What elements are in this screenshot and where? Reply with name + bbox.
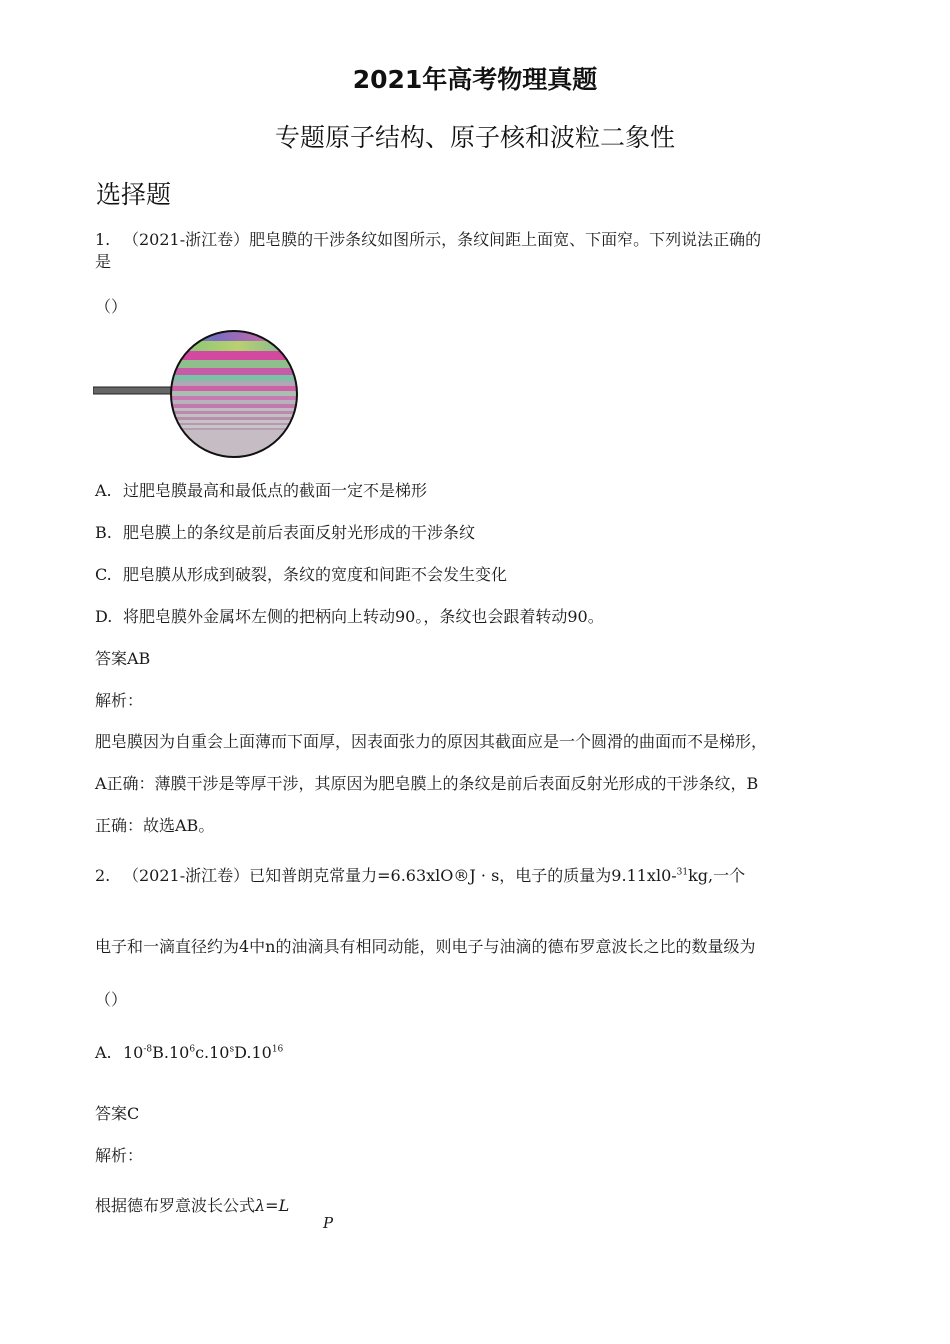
- q1-option-b: B. 肥皂膜上的条纹是前后表面反射光形成的干涉条纹: [95, 523, 476, 542]
- q2-stem-line2: 电子和一滴直径约为4中n的油滴具有相同动能，则电子与油滴的德布罗意波长之比的数量级为: [95, 937, 756, 956]
- q2-answer: 答案C: [95, 1104, 140, 1123]
- q1-stem-line1: （2021-浙江卷）肥皂膜的干涉条纹如图所示，条纹间距上面宽、下面窄。下列说法正确的: [123, 230, 762, 249]
- q1-analysis-line: A正确：薄膜干涉是等厚干涉，其原因为肥皂膜上的条纹是前后表面反射光形成的干涉条纹，B: [95, 774, 759, 793]
- q1-number: 1.: [95, 230, 111, 249]
- document-subtitle: 专题原子结构、原子核和波粒二象性: [274, 123, 675, 152]
- q1-option-d: D. 将肥皂膜外金属坏左侧的把柄向上转动90。，条纹也会跟着转动90。: [95, 607, 604, 626]
- q1-analysis-line: 肥皂膜因为自重会上面薄而下面厚，因表面张力的原因其截面应是一个圆滑的曲面而不是梯形，: [95, 732, 768, 751]
- soap-film-figure: [93, 327, 303, 466]
- q1-option-c: C. 肥皂膜从形成到破裂，条纹的宽度和间距不会发生变化: [95, 565, 508, 584]
- q2-number: 2.: [95, 866, 111, 885]
- q1-answer: 答案AB: [95, 649, 151, 668]
- q1-analysis-label: 解析：: [95, 691, 144, 710]
- q2-analysis-label: 解析：: [95, 1146, 144, 1165]
- q2-blank: （）: [95, 990, 128, 1009]
- q2-formula-line: 根据德布罗意波长公式λ=L: [95, 1196, 290, 1215]
- q2-options: A. $10^{-8}B.10^6c.10^sD.10^{16}$: [95, 1043, 284, 1062]
- q2-stem: 2. （2021-浙江卷）已知普朗克常量力=6.63xlO®J · s，电子的质量为9.11xl0-$^{31}$kg,一个: [95, 866, 746, 885]
- q2-formula-denominator: P: [323, 1214, 334, 1232]
- q1-option-a: A. 过肥皂膜最高和最低点的截面一定不是梯形: [95, 481, 428, 500]
- document-title: 2021年高考物理真题: [352, 65, 598, 94]
- q1-analysis-line: 正确：故选AB。: [95, 816, 215, 835]
- section-heading: 选择题: [96, 180, 172, 209]
- q1-blank: （）: [95, 297, 128, 316]
- q1-stem: [95, 230, 855, 250]
- q1-stem-line2: 是: [95, 252, 112, 271]
